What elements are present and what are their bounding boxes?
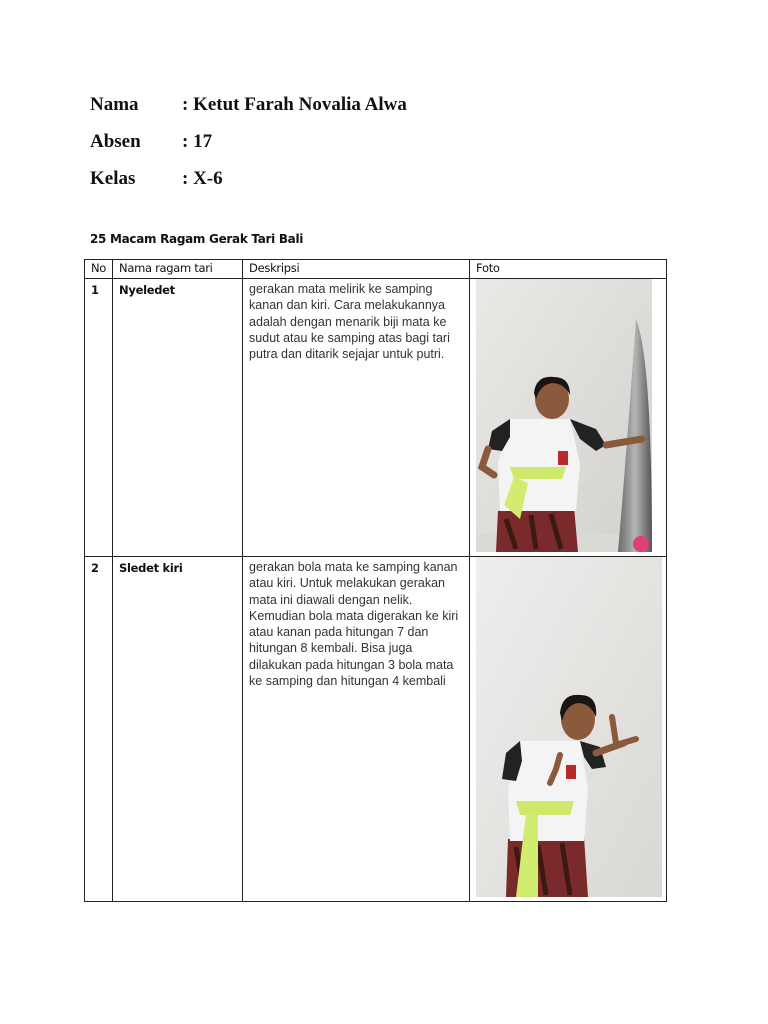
kelas-value: : X-6 xyxy=(182,168,223,189)
row-number: 1 xyxy=(85,279,113,557)
header-no: No xyxy=(85,260,113,279)
header-name: Nama ragam tari xyxy=(113,260,243,279)
absen-value: : 17 xyxy=(182,131,213,152)
document-subtitle: 25 Macam Ragam Gerak Tari Bali xyxy=(90,232,304,246)
photo-cell xyxy=(470,279,667,557)
header-description: Deskripsi xyxy=(243,260,470,279)
move-description: gerakan bola mata ke samping kanan atau kiri. Untuk melakukan gerakan mata ini diawali dengan nelik. Kemudian bola mata digerakan ke kiri atau kanan pada hitungan 7 dan hitungan 8 kembali. Bisa juga dilakukan pada hitungan 3 bola mata ke samping dan hitungan 4 kembali xyxy=(243,557,470,902)
name-label: Nama xyxy=(90,94,139,115)
table-row xyxy=(85,557,667,902)
table-row xyxy=(85,279,667,557)
absen-label: Absen xyxy=(90,131,141,152)
move-name: Nyeledet xyxy=(113,279,243,557)
kelas-label: Kelas xyxy=(90,168,136,189)
header-photo: Foto xyxy=(470,260,667,279)
dancer-photo-icon xyxy=(476,279,652,552)
dancer-photo-icon xyxy=(476,557,662,897)
name-value: : Ketut Farah Novalia Alwa xyxy=(182,94,407,115)
dance-moves-table xyxy=(84,259,667,902)
move-description: gerakan mata melirik ke samping kanan dan kiri. Cara melakukannya adalah dengan menarik biji mata ke sudut atau ke samping atas bagi tari putra dan ditarik sejajar untuk putri. xyxy=(243,279,470,557)
row-number: 2 xyxy=(85,557,113,902)
photo-cell xyxy=(470,557,667,902)
move-name: Sledet kiri xyxy=(113,557,243,902)
table-header-row xyxy=(85,260,667,279)
